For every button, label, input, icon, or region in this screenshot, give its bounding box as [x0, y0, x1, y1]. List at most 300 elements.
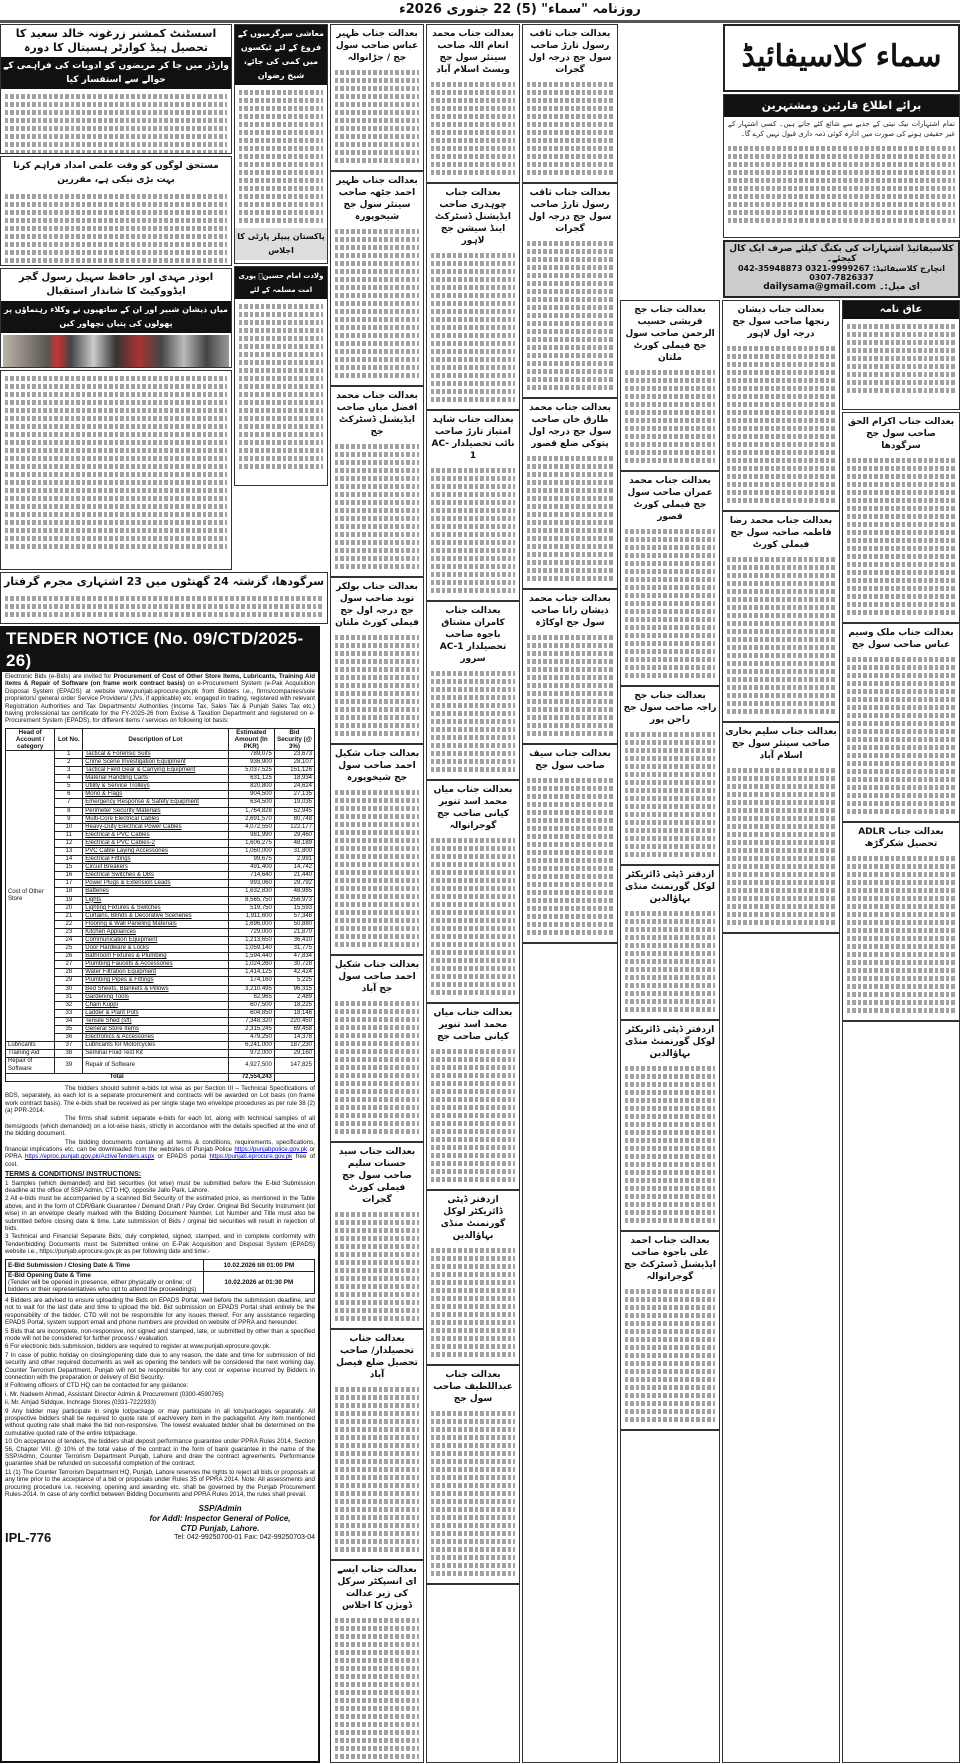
- court-notice: [427, 1004, 519, 1191]
- news-block-sargodha: [0, 572, 328, 624]
- estimated-amount: 519,750: [228, 904, 274, 912]
- court-notice-title: بعدالت جناب اکرام الحق صاحب سول جج سرگودھا: [847, 417, 955, 451]
- lot-description: Electrical Switches & DBs: [83, 872, 228, 880]
- lot-description: Electrical & PVC Cables: [83, 831, 228, 839]
- court-notice: [621, 1021, 719, 1232]
- term-item: 11 (1) The Counter Terrorism Department HQ, Punjab, Lahore reserves the rights to reject all bids or proposals at any time prior to the acceptance of a bid or proposals under Rules 35 of PPRA 2014. Note: All assessments and procuring procedure i.e. receiving, opening and awarding etc. shall be governed by the Punjab Procurement Rules-2014. In case of any conflict between Bidding Documents and PPRA Rules 2014, the rules shall prevail.: [5, 1468, 315, 1499]
- bid-security: 24,624: [274, 783, 314, 791]
- term-item: i. Mr. Nadeem Ahmad, Assistant Director Admin & Procurement (0300-4590765): [5, 1390, 224, 1398]
- court-notice: [621, 1232, 719, 1431]
- lot-number: 36: [55, 1034, 83, 1042]
- bid-security: 2,991: [274, 856, 314, 864]
- bid-security: 96,315: [274, 985, 314, 993]
- estimated-amount: 714,640: [228, 872, 274, 880]
- ipl-number: IPL-776: [5, 1530, 52, 1546]
- court-notice: [331, 1143, 423, 1330]
- lot-description: Tensile Shed (sft): [83, 1017, 228, 1025]
- news-subheadline: میاں ذیشان شبیر اور ان کے ساتھیوں نے وکلاء رہنماؤں پر پھولوں کی پتیاں نچھاور کیں: [1, 301, 231, 333]
- court-notice-title: بعدالت جناب بولکر نوید صاحب سول جج درجہ اول جج فیملی کورٹ ملتان: [335, 582, 419, 628]
- bid-security: 36,410: [274, 937, 314, 945]
- court-notice: [331, 25, 423, 172]
- estimated-amount: 1,632,830: [228, 888, 274, 896]
- news-headline: اسسٹنٹ کمشنر زرغونہ خالد سعید کا تحصیل ہیڈ کوارٹر ہسپتال کا دورہ: [15, 27, 217, 54]
- estimated-amount: 604,850: [228, 1009, 274, 1017]
- news-headline: سرگودھا، گزشتہ 24 گھنٹوں میں 23 اشتہاری مجرم گرفتار: [3, 575, 325, 588]
- bid-security: 28,107: [274, 758, 314, 766]
- lot-description: Repair of Software: [83, 1058, 228, 1073]
- news-box-title: معاشی سرگرمیوں کے فروغ کے لئے ٹیکسوں میں کمی کی جائے، شیخ رضوان: [235, 25, 327, 85]
- lot-number: 22: [55, 920, 83, 928]
- term-item: 1 Samples (which demanded) and bid securities (lot wise) must be submitted before the E-bid Submission deadline at the office of SSP Admin, CTD HQ, opposite Jallo Park, Lahore.: [5, 1179, 315, 1194]
- lot-description: Circuit Breakers: [83, 864, 228, 872]
- court-notice: [523, 184, 617, 399]
- lot-description: Tactical & Forensic Suits: [83, 750, 228, 758]
- call-text: کلاسیفائیڈ اشتہارات کی بکنگ کیلئے صرف ایک کال کیجئے۔: [729, 244, 954, 264]
- court-notice-title: بعدالت جناب چوہدری صاحب ایڈیشنل ڈسٹرکٹ اینڈ سیشن جج لاہور: [435, 188, 511, 246]
- lot-description: Kitchen Appliances: [83, 928, 228, 936]
- court-notice-title: بعدالت جناب ثاقب رسول تارڑ صاحب سول جج درجہ اول گجرات: [528, 188, 612, 234]
- court-notice-title: بعدالت جناب محمد عمران صاحب سول جج فیملی کورٹ قصور: [627, 476, 713, 522]
- estimated-amount: 820,800: [228, 783, 274, 791]
- estimated-amount: 5,037,525: [228, 767, 274, 775]
- estimated-amount: 4,072,550: [228, 823, 274, 831]
- lot-description: Bathroom Fixtures & Plumbing: [83, 953, 228, 961]
- dates-table: [5, 1259, 315, 1294]
- term-item: 4 Bidders are advised to ensure uploading the Bids on EPADS Portal, well before the submission deadline, and not to wait for the last date and time to upload the bid. Bid submission on EPADS Portal shall entirely be the responsibility of the bidder. CTD will not be responsible for any issues thereof. For any assistance regarding EPADS Portal, system support email and phone numbers are provided on website of PPRA and hereunder.: [5, 1296, 315, 1327]
- court-notice-title: بعدالت جناب سید حسنات سلیم صاحب سول جج فیملی کورٹ گجرات: [338, 1147, 416, 1205]
- court-notice: [523, 590, 617, 745]
- lot-number: 9: [55, 815, 83, 823]
- lot-number: 16: [55, 872, 83, 880]
- estimated-amount: 972,000: [228, 1050, 274, 1058]
- bid-security: 29,460: [274, 831, 314, 839]
- lot-description: Curtains, Blinds & Decorative Sceneries: [83, 912, 228, 920]
- opening-note: (Tender will be opened in presence, either physically or online; of bidders or their representatives who opt to attend the proceedings): [8, 1278, 197, 1293]
- estimated-amount: 82,965: [228, 993, 274, 1001]
- terms-list-2: [5, 1297, 315, 1499]
- news-headline: ابوذر مہدی اور حافظ سہیل رسول گجر ایڈووکیٹ کا شاندار استقبال: [18, 272, 214, 297]
- lot-number: 21: [55, 912, 83, 920]
- bid-security: 29,792: [274, 880, 314, 888]
- court-notice-title: بعدالت جناب احمد علی باجوہ صاحب ایڈیشنل ڈسٹرکٹ جج گوجرانوالہ: [623, 1236, 717, 1282]
- estimated-amount: 2,691,570: [228, 815, 274, 823]
- total-row: [6, 1073, 315, 1081]
- term-item: 6 For electronic bids submission, bidders are required to register at www.punjab.eprocure.gov.pk.: [5, 1343, 271, 1351]
- term-item: 10 On acceptance of tenders, the bidders shall deposit performance guarantee under PPRA Rules 2014, Section 56, Chapter VIII. @ 10% of the total value of the contract in the form of bank guarantee in the name of the SSP/Admn, Counter Terrorism Department Punjab, Lahore and draw the contract agreements. Performance guarantee shall be refunded on successful completion of the contract.: [5, 1438, 315, 1468]
- bid-security: 29,160: [274, 1050, 314, 1058]
- lot-description: Batteries: [83, 888, 228, 896]
- court-column-1: [330, 24, 424, 1763]
- court-notice-title: بعدالت جناب محمد رضا فاطمہ صاحبہ سول جج فیملی کورٹ: [729, 516, 833, 550]
- court-notice: [843, 413, 959, 624]
- lot-number: 35: [55, 1026, 83, 1034]
- lot-description: Perimeter Security Materials: [83, 807, 228, 815]
- lot-description: Communication Equipment: [83, 937, 228, 945]
- court-notice-title: بعدالت جناب سلیم بخاری صاحب سینئر سول جج اسلام آباد: [725, 727, 837, 761]
- lot-number: 18: [55, 888, 83, 896]
- top-rule: [0, 20, 960, 23]
- lot-description: Bed Sheets, Blankets & Pillows: [83, 985, 228, 993]
- bid-security: 80,748: [274, 815, 314, 823]
- lot-description: Utility & Service Trolleys: [83, 783, 228, 791]
- court-notice-title: بعدالت جناب سیف صاحب سول جج: [529, 749, 611, 771]
- court-notice: [621, 687, 719, 866]
- court-notice: [523, 745, 617, 944]
- bid-security: 15,593: [274, 904, 314, 912]
- bid-security: 57,348: [274, 912, 314, 920]
- lot-number: 34: [55, 1017, 83, 1025]
- table-header: Description of Lot: [83, 728, 228, 750]
- table-header: Lot No.: [55, 728, 83, 750]
- court-notice: [621, 866, 719, 1021]
- lot-number: 3: [55, 767, 83, 775]
- lot-description: Electrical & PVC Cables-2: [83, 839, 228, 847]
- court-notice: [331, 956, 423, 1143]
- court-notice: [331, 578, 423, 745]
- bid-security: 31,775: [274, 945, 314, 953]
- estimated-amount: 607,500: [228, 1001, 274, 1009]
- table-row: [6, 1050, 315, 1058]
- estimated-amount: 1,213,650: [228, 937, 274, 945]
- bid-security: 31,800: [274, 847, 314, 855]
- term-item: ii. Mr. Amjad Siddque, Inchrage Stores (0331-7222933): [5, 1399, 156, 1407]
- lot-description: Seminal Fluid Test Kit: [83, 1050, 228, 1058]
- court-notice-title: بعدالت جناب شکیل احمد صاحب سول جج آباد: [334, 960, 420, 994]
- news-headline: مستحق لوگوں کو وقت علمی امداد فراہم کرنا بہت بڑی نیکی ہے، مقررین: [13, 161, 219, 185]
- lot-number: 15: [55, 864, 83, 872]
- lot-number: 5: [55, 783, 83, 791]
- court-notice-title: بعدالت جناب محمد ذیشان رانا صاحب سول جج اوکاڑہ: [529, 594, 611, 628]
- bid-security: 47,834: [274, 953, 314, 961]
- estimated-amount: 99,675: [228, 856, 274, 864]
- lot-description: General Store Items: [83, 1026, 228, 1034]
- court-column-4: [620, 300, 720, 1763]
- court-notice: [621, 472, 719, 687]
- estimated-amount: 981,990: [228, 831, 274, 839]
- court-notice-title: بعدالت جناب میاں محمد اسد تنویر کیانی صاحب جج: [433, 1008, 513, 1042]
- estimated-amount: 1,606,275: [228, 839, 274, 847]
- estimated-amount: 936,900: [228, 758, 274, 766]
- estimated-amount: 729,000: [228, 928, 274, 936]
- term-item: 2 All e-bids must be accompanied by a scanned Bid Security of the estimated price, as mentioned in the Table above, and in the form of CDR/Bank Guarantee / Demand Draft / Pay Order. Original Bid Security Instrument (lot wise) in an envelope clearly marked with the Bidding Document Number, Lot Number and Title must also be submitted before closing date & time. Late submission of Bids / orginal bid securities will result in rejection of bids.: [5, 1195, 315, 1232]
- court-column-6: [842, 412, 960, 1763]
- bid-security: 50,880: [274, 920, 314, 928]
- court-notice-title: بعدالت جناب محمد انعام اللہ صاحب سینئر سول جج ویسٹ اسلام آباد: [432, 29, 514, 75]
- estimated-amount: 6,241,000: [228, 1042, 274, 1050]
- term-item: 7 In case of public holiday on closing/opening date due to any reason, the date and time for submission of bid security and other required documents as well as opening the tenders will be considered the next working day. Counter Terrorism Department, Punjab will not be responsible for any cost or expense incurred by Bidders in connection with the preparation or delivery of Bid Security.: [5, 1351, 315, 1381]
- estimated-amount: 8,565,750: [228, 896, 274, 904]
- lot-number: 27: [55, 961, 83, 969]
- lot-description: PVC Cable Laying Accessories: [83, 847, 228, 855]
- court-notice-title: بعدالت جناب ظہیر احمد جٹھہ صاحب سینئر سول جج شیخوپورہ: [336, 176, 418, 222]
- estimated-amount: 1,764,828: [228, 807, 274, 815]
- lot-number: 8: [55, 807, 83, 815]
- phone-numbers: 042-35948873 0321-9999267 0307-7826337: [737, 264, 874, 282]
- bid-security: 187,230: [274, 1042, 314, 1050]
- lot-number: 7: [55, 799, 83, 807]
- lot-description: Lights: [83, 896, 228, 904]
- court-notice-title: بعدالت جناب ثاقب رسول تارڑ صاحب سول جج درجہ اول گجرات: [528, 29, 612, 75]
- lot-number: 37: [55, 1042, 83, 1050]
- lot-description: Crime Scene Investigation Equipment: [83, 758, 228, 766]
- estimated-amount: 3,210,495: [228, 985, 274, 993]
- category-cell: Lubricants: [6, 1042, 55, 1050]
- court-notice-title: ازدفتر ڈپٹی ڈائریکٹر لوکل گورنمنٹ منڈی بہاؤالدین: [625, 1025, 715, 1059]
- table-header: Bid Security (@ 3%): [274, 728, 314, 750]
- news-block-middle: [0, 156, 232, 266]
- term-item: 8 Following officers of CTD HQ can be contacted for any guidance:: [5, 1382, 189, 1390]
- opening-value: 10.02.2026 at 01:30 PM: [203, 1271, 314, 1293]
- news-subheadline: وارڈز میں جا کر مریضوں کو ادویات کی فراہمی کے حوالے سے استفسار کیا: [1, 57, 231, 89]
- opening-label: E-Bid Opening Date & Time: [8, 1271, 91, 1279]
- table-header: Estimated Amount (In PKR): [228, 728, 274, 750]
- link-punjab-police[interactable]: https://punjabpolice.gov.pk: [234, 1145, 308, 1153]
- bid-security: 27,135: [274, 791, 314, 799]
- table-row: [6, 750, 315, 758]
- estimated-amount: 1,911,600: [228, 912, 274, 920]
- court-notice: [427, 184, 519, 411]
- lot-number: 30: [55, 985, 83, 993]
- court-notice-title: بعدالت جناب محمد طارق خان صاحب سول جج درجہ اول پتوکی ضلع قصور: [528, 403, 612, 449]
- lot-description: Door Hardware & Locks: [83, 945, 228, 953]
- news-box-tax: [234, 24, 328, 264]
- estimated-amount: 1,060,000: [228, 847, 274, 855]
- lot-description: Flooring & Wall Paneling Materials: [83, 920, 228, 928]
- bid-security: 21,870: [274, 928, 314, 936]
- lot-number: 17: [55, 880, 83, 888]
- bid-security: 18,146: [274, 1009, 314, 1017]
- estimated-amount: 789,075: [228, 750, 274, 758]
- estimated-amount: 4,927,500: [228, 1058, 274, 1073]
- estimated-amount: 1,024,260: [228, 961, 274, 969]
- bid-security: 18,934: [274, 775, 314, 783]
- lot-description: Heavy-Duty Electrical Power Cables: [83, 823, 228, 831]
- court-notice: [723, 723, 839, 934]
- category-cell: Cost of Other Store: [6, 750, 55, 1041]
- bid-security: 5,225: [274, 977, 314, 985]
- news-box-title: ولادت امام حسینؑ پوری امت مسلمہ کے لئے: [235, 267, 327, 299]
- bid-security: 18,225: [274, 1001, 314, 1009]
- court-notice-title: بعدالت جناب کامران مشتاق باجوہ صاحب تحصیلدار AC-1 سرور: [439, 606, 507, 664]
- tender-intro: Electronic Bids (e-Bids) are invited for Procurement of Cost of Other Store Items, Lubricants, Training Aid items & Repair of Software (on frame work contract basis) on e-Procurement System (e-Pak Acquisition Disposal System (EPADS) at website www.punjab.eprocure.gov.pk from Bidders i.e., firms/companies/sole proprietors/ general order Service Providers/ (JVs, if applicable) etc. engaged in trading, registered with relevant Registration Authorities and Tax Departments/ Authorities (Income Tax, Sales Tax & Punjab Sales Tax etc.) having professional tax certificate for the FY-2025-26 from Excise & Taxation Department and registered on e-Procurement System (EPADS), for different items / services on following lot basis:: [5, 673, 316, 725]
- notice-box: [723, 94, 960, 238]
- tender-notice: [0, 626, 320, 1763]
- news-photo: [3, 335, 229, 368]
- aaq-nama-box: [842, 300, 960, 410]
- court-notice: [427, 1191, 519, 1366]
- estimated-amount: 634,500: [228, 799, 274, 807]
- court-notice: [427, 411, 519, 602]
- court-notice: [427, 25, 519, 184]
- bid-security: 19,035: [274, 799, 314, 807]
- court-notice-title: بعدالت جناب میاں محمد اسد تنویر کیانی صاحب جج گوجرانوالہ: [433, 785, 513, 831]
- table-row: [6, 1042, 315, 1050]
- tender-para-links: The bidding documents containing all terms & conditions, requirements, specifications, financial implications etc. can be downloaded from the websites of Punjab Police https://punjabpolice.gov.pk or PPRA https://eproc.punjab.gov.pk/ActiveTenders.aspx or EPADS portal https://punjab.eprocure.gov.pk free of cost.: [5, 1138, 316, 1168]
- bid-security: 256,973: [274, 896, 314, 904]
- court-column-2: [426, 24, 520, 1763]
- lot-number: 6: [55, 791, 83, 799]
- bid-security: 147,825: [274, 1058, 314, 1073]
- lot-number: 14: [55, 856, 83, 864]
- masthead-date: روزنامہ "سماء" (5) 22 جنوری 2026ء: [399, 2, 641, 17]
- estimated-amount: 993,060: [228, 880, 274, 888]
- court-notice-title: ازدفتر ڈپٹی ڈائریکٹر لوکل گورنمنٹ منڈی بہاؤالدین: [625, 870, 715, 904]
- lot-number: 12: [55, 839, 83, 847]
- bid-security: 14,378: [274, 1034, 314, 1042]
- lot-number: 31: [55, 993, 83, 1001]
- estimated-amount: 2,315,245: [228, 1026, 274, 1034]
- lot-description: Plumbing Pipes & Fittings: [83, 977, 228, 985]
- court-notice-title: ازدفتر ڈپٹی ڈائریکٹر لوکل گورنمنٹ منڈی بہاؤالدین: [440, 1195, 506, 1241]
- court-notice-title: بعدالت جناب عبداللطیف صاحب سول جج: [433, 1370, 513, 1404]
- bid-security: 48,189: [274, 839, 314, 847]
- lot-description: Tactical Field Gear & Carrying Equipment: [83, 767, 228, 775]
- court-notice-title: بعدالت جناب شکیل احمد صاحب سول جج شیخوپورہ: [334, 749, 420, 783]
- bid-security: 23,673: [274, 750, 314, 758]
- lot-description: Lighting Fixtures & Switches: [83, 904, 228, 912]
- lot-number: 29: [55, 977, 83, 985]
- lot-number: 23: [55, 928, 83, 936]
- court-notice: [331, 745, 423, 956]
- brand-logo: سماء کلاسیفائیڈ: [723, 24, 960, 92]
- lot-number: 20: [55, 904, 83, 912]
- estimated-amount: 1,594,440: [228, 953, 274, 961]
- bid-security: 220,450: [274, 1017, 314, 1025]
- court-notice-title: بعدالت جناب محمد افضل میاں صاحب ایڈیشنل ڈسٹرکٹ جج: [336, 391, 418, 437]
- bid-security: 2,489: [274, 993, 314, 1001]
- lot-number: 13: [55, 847, 83, 855]
- aaq-nama-title: عاق نامہ: [843, 301, 959, 319]
- estimated-amount: 1,414,125: [228, 969, 274, 977]
- estimated-amount: 174,160: [228, 977, 274, 985]
- bid-security: 21,440: [274, 872, 314, 880]
- tel-fax: Tel: 042-99250700-01 Fax: 042-99250703-04: [174, 1534, 315, 1542]
- lot-number: 10: [55, 823, 83, 831]
- lot-number: 39: [55, 1058, 83, 1073]
- lot-description: Water Filtration Equipment: [83, 969, 228, 977]
- notice-text: تمام اشتہارات نیک نیتی کے جذبے سے شائع کئے جاتے ہیں۔ کسی اشتہار کے غیر حقیقی ہونے کی صورت میں ادارہ کوئی ذمہ داری قبول نہیں کرے گا۔: [728, 120, 955, 138]
- terms-title: TERMS & CONDITIONS/ INSTRUCTIONS:: [5, 1171, 142, 1179]
- court-notice: [427, 602, 519, 781]
- lot-number: 25: [55, 945, 83, 953]
- court-column-5: [722, 300, 840, 1763]
- lot-number: 1: [55, 750, 83, 758]
- court-column-3: [522, 24, 618, 1763]
- estimated-amount: 904,500: [228, 791, 274, 799]
- lot-description: Plumbing Faucets & Accessories: [83, 961, 228, 969]
- lot-description: Chain Kuppi: [83, 1001, 228, 1009]
- court-notice: [331, 387, 423, 578]
- total-label: Total: [6, 1073, 229, 1081]
- court-notice-title: بعدالت جناب ایسے ای انسپکٹر سرکل کی زیر عدالت ڈویژن کا اجلاس: [337, 1565, 417, 1611]
- lot-description: Material Handling Carts: [83, 775, 228, 783]
- court-notice-title: بعدالت جناب شاہد امتیاز تارڑ صاحب نائب تحصیلدار AC-1: [431, 415, 515, 461]
- estimated-amount: 1,696,000: [228, 920, 274, 928]
- contact-box: کلاسیفائیڈ اشتہارات کی بکنگ کیلئے صرف ایک کال کیجئے۔ انچارج کلاسیفائیڈ: 042-35948873 0321-9999267 0307-7826337 ای میل:۔ dailysama@gmail.com: [723, 240, 960, 298]
- lot-description: Electrical Fittings: [83, 856, 228, 864]
- term-item: 3 Technical and Financial Separate Bids, duly completed, signed, stamped, and in complete conformity with Tender/bidding Documents must be Submitted online on E-Pak Acquisition and Disposal System (EPADS) website i.e., https://punjab.eprocure.gov.pk as per following date and time:-: [5, 1233, 315, 1256]
- court-notice-title: بعدالت جناب ظہیر عباس صاحب سول جج / جڑانوالہ: [335, 29, 419, 63]
- news-block-photo: [0, 268, 232, 368]
- term-item: 5 Bids that are incomplete, non-responsive, not signed and stamped, late, or submitted by other than a specified mode will not be considered for further process / evaluation.: [5, 1327, 315, 1342]
- lot-number: 28: [55, 969, 83, 977]
- lot-number: 32: [55, 1001, 83, 1009]
- lots-table: [5, 728, 315, 1082]
- court-notice: [621, 301, 719, 472]
- news-box-title: پاکستان پیپلز پارٹی کا اجلاس: [235, 228, 327, 260]
- notice-bar: برائے اطلاع قارئین ومشتہرین: [724, 95, 959, 117]
- lot-number: 38: [55, 1050, 83, 1058]
- news-block-top: [0, 24, 232, 154]
- lot-description: Mono & Flags: [83, 791, 228, 799]
- bid-security: 122,177: [274, 823, 314, 831]
- submission-value: 10.02.2026 till 01:00 PM: [203, 1259, 314, 1271]
- court-notice: [843, 823, 959, 1022]
- lot-number: 19: [55, 896, 83, 904]
- court-notice-title: بعدالت جناب ملک وسیم عباس صاحب سول جج: [848, 628, 954, 650]
- bid-security: 52,945: [274, 807, 314, 815]
- court-notice: [331, 172, 423, 387]
- bid-security: 30,728: [274, 961, 314, 969]
- court-notice: [723, 301, 839, 512]
- signature-block: SSP/Admin for Addl: Inspector General of Police, CTD Punjab, Lahore.: [149, 1504, 291, 1534]
- tender-title: TENDER NOTICE (No. 09/CTD/2025-26): [2, 628, 318, 672]
- term-item: 9 Any bidder may participate in single lot/package or may participate in all lots/packages separately. All prospective bidders shall be required to quote rate of each/every item in the package/lot. Any item mentioned without quoting rate shall make the bid non-responsive. The lowest evaluated bidder shall be determined on the cumulative quoted rate of the entire lot/package.: [5, 1407, 315, 1437]
- lot-description: Power Plugs & Extension Leads: [83, 880, 228, 888]
- news-box-imam: [234, 266, 328, 486]
- total-value: 72,554,243: [228, 1073, 274, 1081]
- tender-para: The bidders should submit e-bids lot wise as per Section III – Technical Specifications of BDS, separately, as each lot is a separate procurement and contracts will be awarded on Lot basis (on frame work contract basis). The e-bids shall be received as per single stage two envelope procedures as per rule 38 (2) (a) PPR-2014.: [5, 1084, 315, 1114]
- court-notice: [843, 624, 959, 823]
- estimated-amount: 631,125: [228, 775, 274, 783]
- lot-description: Gardening Tools: [83, 993, 228, 1001]
- court-notice-title: بعدالت جناب ذیشان رنجھا صاحب سول جج درجہ اول لاہور: [732, 305, 830, 339]
- estimated-amount: 1,059,140: [228, 945, 274, 953]
- news-block-lower: [0, 370, 232, 570]
- lot-number: 26: [55, 953, 83, 961]
- bid-security: 42,424: [274, 969, 314, 977]
- lot-number: 11: [55, 831, 83, 839]
- court-notice: [331, 1561, 423, 1763]
- lot-number: 2: [55, 758, 83, 766]
- lot-number: 33: [55, 1009, 83, 1017]
- lot-description: Electronics & Accessories: [83, 1034, 228, 1042]
- email-link[interactable]: dailysama@gmail.com: [763, 282, 877, 292]
- estimated-amount: 7,348,320: [228, 1017, 274, 1025]
- table-header: Head of Account / category: [6, 728, 55, 750]
- estimated-amount: 491,400: [228, 864, 274, 872]
- court-notice: [427, 1366, 519, 1585]
- terms-list: [5, 1180, 315, 1256]
- estimated-amount: 479,250: [228, 1034, 274, 1042]
- court-notice: [723, 512, 839, 723]
- bid-security: 48,985: [274, 888, 314, 896]
- category-cell: Repair of Software: [6, 1058, 55, 1073]
- bid-security: 14,742: [274, 864, 314, 872]
- court-notice-title: بعدالت جناب جج راجہ صاحب سول جج راجن پور: [623, 691, 717, 725]
- court-notice-title: بعدالت جناب تحصیلدار/ صاحب تحصیل ضلع فیصل آباد: [336, 1334, 418, 1380]
- table-row: [6, 1058, 315, 1073]
- link-ppra[interactable]: https://eproc.punjab.gov.pk/ActiveTenders.aspx: [24, 1153, 155, 1161]
- court-notice-title: بعدالت جناب ADLR تحصیل شکرگڑھ: [858, 827, 944, 849]
- court-notice: [427, 781, 519, 1004]
- lot-description: Multi-Core Electrical Cables: [83, 815, 228, 823]
- court-notice: [523, 25, 617, 184]
- tender-para: The firms shall submit separate e-bids for each lot, along with technical samples of all items/goods (which demanded) on a lot-wise basis, strictly in accordance with the details specified at the end of the bidding document.: [5, 1115, 315, 1138]
- link-epads[interactable]: https://punjab.eprocure.gov.pk: [209, 1153, 293, 1161]
- court-notice-title: بعدالت جناب جج قریشی حسیب الرحمن صاحب سول جج فیملی کورٹ ملتان: [625, 305, 715, 363]
- court-notice: [523, 399, 617, 590]
